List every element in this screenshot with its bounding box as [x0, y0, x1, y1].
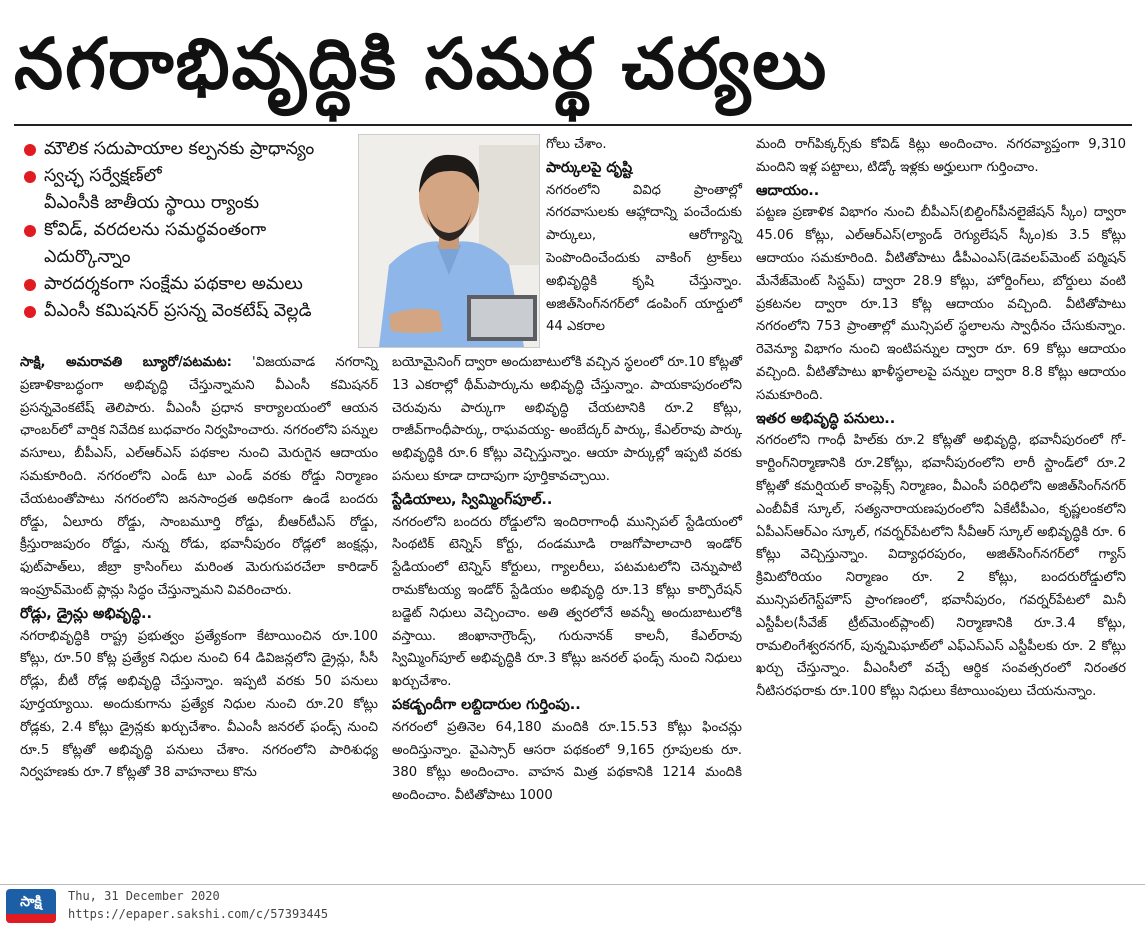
commissioner-illustration	[359, 135, 539, 347]
revenue-paragraph: పట్టణ ప్రణాళిక విభాగం నుంచి బీపీఎస్(బిల్డింగ్‌పీనలైజేషన్ స్కీం) ద్వారా 45.06 కోట్లు, ఎల్ఆర్ఎస్(ల్యాండ్ రెగ్యులేషన్ స్కీం)కు 3.5 కోట్లు ఆదాయం సమకూరింది. వీటితోపాటు డీపీఎంఎస్(డెవలప్‌మెంట్ పర్మిషన్ మేనేజ్‌మెంట్ సిస్టమ్) ద్వారా 28.9 కోట్లు, హోర్డింగ్‌లు, బోర్డులు వంటి ప్రకటనల ద్వారా రూ.13 కోట్ల ఆదాయం వచ్చింది. వీటితోపాటు నగరంలోని 753 ప్రాంతాల్లో మున్సిపల్ స్థలాలను స్వాధీనం చేసుకున్నాం. రెవెన్యూ విభాగం నుంచి ఇంటిపన్నుల ద్వారా రూ. 69 కోట్లు ఆదాయం వచ్చింది. వీటితోపాటు ఖాళీస్థలాలపై పన్నుల ద్వారా 8.8 కోట్లు ఆదాయం సమకూరింది.	[756, 205, 1126, 403]
article-column-1	[20, 352, 378, 785]
beneficiaries-paragraph: నగరంలో ప్రతినెల 64,180 మందికి రూ.15.53 కోట్లు ఫించన్లు అందిస్తున్నాం. వైఎస్సార్ ఆసరా పథకంలో 9,165 గ్రూపులకు రూ. 380 కోట్లు అందించాం. వాహన మిత్ర పథకానికి 1214 మందికి అందించాం. వీటితోపాటు 1000	[392, 719, 742, 804]
subheading-other-works: ఇతర అభివృద్ధి పనులు..	[756, 410, 896, 427]
bullet-icon	[24, 144, 36, 156]
epaper-link[interactable]: https://epaper.sakshi.com/c/57393445	[68, 907, 329, 921]
other-works-paragraph: నగరంలోని గాంధీ హిల్‌కు రూ.2 కోట్లతో అభివృద్ధి, భవానీపురంలో గో-కార్టింగ్‌నిర్మాణానికి రూ.2కోట్లు, భవానీపురంలోని లారీ స్టాండ్‌లో రూ.2 కోట్లతో కమర్షియల్ కాంప్లెక్స్ నిర్మాణం, వీఎంసీ పరిధిలోని అజిత్‌సింగ్‌నగర్ ఎంబీవీకే స్కూల్, సత్యనారాయణపురంలోని ఏకేటీపీఎం, కృష్ణలంకలోని ఏపీఎస్ఆర్ఎం స్కూల్, గవర్నర్‌పేటలోని సీవీఆర్ స్కూల్ అభివృద్ధికి రూ. 6 కోట్లు వెచ్చిస్తున్నాం. విద్యాధరపురం, అజిత్‌సింగ్‌నగర్‌లో గ్యాస్ క్రిమిటోరియం నిర్మాణం రూ. 2 కోట్లు, బందరురోడ్డులోని మున్సిపల్‌గెస్ట్‌హౌస్ ప్రాంగణంలో, భవానీపురం, గవర్నర్‌పేటలో మినీ ఎస్టీపీల(సీవేజ్ ట్రీట్‌మెంట్‌ప్లాంట్) నిర్మాణానికి రూ.3.4 కోట్లు, రామలింగేశ్వరనగర్, పున్నమిఘాట్‌లో ఎఫ్ఎస్ఎస్ ఎస్టీపీలకు రూ. 2 కోట్లు ఖర్చు చేస్తున్నాం. వీఎంసీలో వచ్చే ఆర్థిక సంవత్సరంలో నిరంతర నీటిసరఫరాకు రూ.100 కోట్లు నిధులు కేటాయింపులు చేయనున్నాం.	[756, 433, 1126, 700]
highlights-box	[22, 136, 352, 325]
subheading-roads: రోడ్లు, డ్రైన్లు అభివృద్ధి..	[20, 605, 152, 622]
paragraph-continuation: గోలు చేశాం.	[546, 137, 607, 152]
intro-text: 'విజయవాడ నగరాన్ని ప్రణాళికాబద్ధంగా అభివృద్ధి చేస్తున్నామని వీఎంసీ కమిషనర్ ప్రసన్నవెంకటేష్ తెలిపారు. వీఎంసీ ప్రధాన కార్యాలయంలో ఆయన ఛాంబర్‌లో వార్షిక నివేదిక బుధవారం నిర్వహించారు. నగరంలోని పన్నుల వసూలు, బీపీఎస్, ఎల్ఆర్ఎస్ పథకాల నుంచి మెరుగైన ఆదాయం సమకూరింది. నగరంలోని ఎండ్ టూ ఎండ్ వరకు రోడ్డు నిర్మాణం చేయటంతోపాటు నగరంలోని జనసాంద్రత అధికంగా ఉండే బందరు రోడ్డు, ఏలూరు రోడ్డు, సాంబమూర్తి రోడ్డు, బీఆర్‌టీఎస్ రోడ్డు, క్రీస్తురాజపురం రోడ్డు, నున్న రోడు, భవానీపురం రోడ్లలో జంక్షన్లు, ఫుట్‌పాత్‌లు, జీబ్రా క్రాసింగ్‌లు మరింత మెరుగుపరచేలా కారిడార్ ఇంప్రూవ్‌మెంట్ ప్లాన్లు సిద్ధం చేస్తున్నామని వివరించారు.	[20, 355, 378, 598]
sakshi-logo[interactable]: సాక్షి	[6, 889, 56, 923]
bullet-icon	[24, 225, 36, 237]
subheading-beneficiaries: పకడ్బందీగా లబ్దిదారుల గుర్తింపు..	[392, 696, 581, 713]
byline: సాక్షి, అమరావతి బ్యూరో/పటమట:	[20, 355, 232, 370]
edition-date: Thu, 31 December 2020	[68, 889, 220, 903]
highlight-item: ఎదుర్కొన్నాం	[44, 247, 131, 267]
highlight-item: కోవిడ్, వరదలను సమర్థవంతంగా	[22, 217, 352, 244]
parks-paragraph-rest: బయోమైనింగ్ ద్వారా అందుబాటులోకి వచ్చిన స్థలంలో రూ.10 కోట్లతో 13 ఎకరాల్లో థీమ్‌పార్కును అభివృద్ధి చేస్తున్నాం. పాయకాపురంలోని చెరువును పార్కుగా అభివృద్ధి చేయటానికి రూ.2 కోట్లు, రాజీవ్‌గాంధీపార్కు, రాఘవయ్య- అంబేద్కర్ పార్కు, కేఎల్‌రావు పార్కు అభివృద్ధికి రూ.6 కోట్లు వెచ్చిస్తున్నాం. ఆయా పార్కుల్లో ఇప్పటి వరకు పనులు కూడా దాదాపుగా పూర్తికావచ్చాయి.	[392, 355, 742, 484]
logo-tag	[6, 914, 56, 923]
bullet-icon	[24, 171, 36, 183]
roads-paragraph: నగరాభివృద్ధికి రాష్ట్ర ప్రభుత్వం ప్రత్యేకంగా కేటాయించిన రూ.100 కోట్లు, రూ.50 కోట్ల ప్రత్యేక నిధుల నుంచి 64 డివిజన్లలోని డ్రైన్లు, సీసీ రోడ్లు, బీటీ రోడ్ల అభివృద్ధి చేస్తున్నాం. ఇప్పటి వరకు 50 పనులు పూర్తయ్యాయి. అందుకుగాను ప్రత్యేక నిధుల నుంచి రూ.20 కోట్లు రోడ్లకు, 2.4 కోట్లు డ్రైన్లకు ఖర్చుచేశాం. వీఎంసీ జనరల్ ఫండ్స్ నుంచి రూ.5 కోట్లతో అభివృద్ధి పనులు చేశాం. నగరంలోని పారిశుధ్య నిర్వహణకు రూ.7 కోట్లతో 38 వాహనాలు కొను	[20, 628, 378, 781]
subheading-stadiums: స్టేడియాలు, స్విమ్మింగ్‌పూల్..	[392, 491, 553, 508]
article-column-3	[756, 134, 1126, 704]
subheading-parks: పార్కులపై దృష్టి	[546, 159, 633, 176]
headline-rule	[14, 124, 1132, 126]
parks-paragraph-start: నగరంలోని వివిధ ప్రాంతాల్లో నగరవాసులకు ఆహ్లాదాన్ని పంచేందుకు పార్కులు, ఆరోగ్యాన్ని పెంపొందించేందుకు వాకింగ్ ట్రాక్‌లు అభివృద్ధికి కృషి చేస్తున్నాం. అజిత్‌సింగ్‌నగర్‌లో డంపింగ్ యార్డులో 44 ఎకరాల	[546, 182, 742, 335]
article-column-2-top	[546, 134, 742, 339]
footer	[0, 884, 1145, 927]
commissioner-photo	[358, 134, 540, 348]
highlight-item: వీఎంసీకి జాతీయ స్థాయి ర్యాంకు	[44, 193, 259, 213]
highlight-item: మౌలిక సదుపాయాల కల్పనకు ప్రాధాన్యం	[22, 136, 352, 163]
stadiums-paragraph: నగరంలోని బందరు రోడ్డులోని ఇందిరాగాంధీ మున్సిపల్ స్టేడియంలో సింథటిక్ టెన్నిస్ కోర్టు, దండమూడి రాజగోపాలాచారి ఇండోర్ స్టేడియంలో టెన్నిస్ కోర్టులు, గ్యాలరీలు, పటమటలోని చెన్నుపాటి రామకోటయ్య ఇండోర్ స్టేడియం అభివృద్ధి రూ.13 కోట్లు కార్పొరేషన్ బడ్జెట్ నిధులు వెచ్చించాం. అతి త్వరలోనే అవన్నీ అందుబాటులోకి వస్తాయి. జింఖానాగ్రౌండ్స్, గురునానక్ కాలనీ, కేఎల్‌రావు స్విమ్మింగ్‌పూల్ అభివృద్ధికి రూ.3 కోట్లు జనరల్ ఫండ్స్ నుంచి నిధులు ఖర్చుచేశాం.	[392, 514, 742, 690]
highlight-item: పారదర్శకంగా సంక్షేమ పథకాల అమలు	[22, 271, 352, 298]
article-column-2	[392, 352, 742, 808]
highlight-item: వీఎంసీ కమిషనర్ ప్రసన్న వెంకటేష్ వెల్లడి	[22, 298, 352, 325]
bullet-icon	[24, 306, 36, 318]
intro-paragraph	[20, 352, 378, 603]
highlight-item: స్వచ్ఛ సర్వేక్షణ్‌లో	[22, 163, 352, 190]
headline: నగరాభివృద్ధికి సమర్థ చర్యలు	[14, 23, 829, 105]
subheading-revenue: ఆదాయం..	[756, 182, 820, 199]
bullet-icon	[24, 279, 36, 291]
paragraph-continuation: మంది రాగ్‌పిక్కర్స్‌కు కోవిడ్ కిట్లు అందించాం. నగరవ్యాప్తంగా 9,310 మందిని ఇళ్ల పట్టాలు, టిడ్కో ఇళ్లకు అర్హులుగా గుర్తించాం.	[756, 137, 1126, 175]
